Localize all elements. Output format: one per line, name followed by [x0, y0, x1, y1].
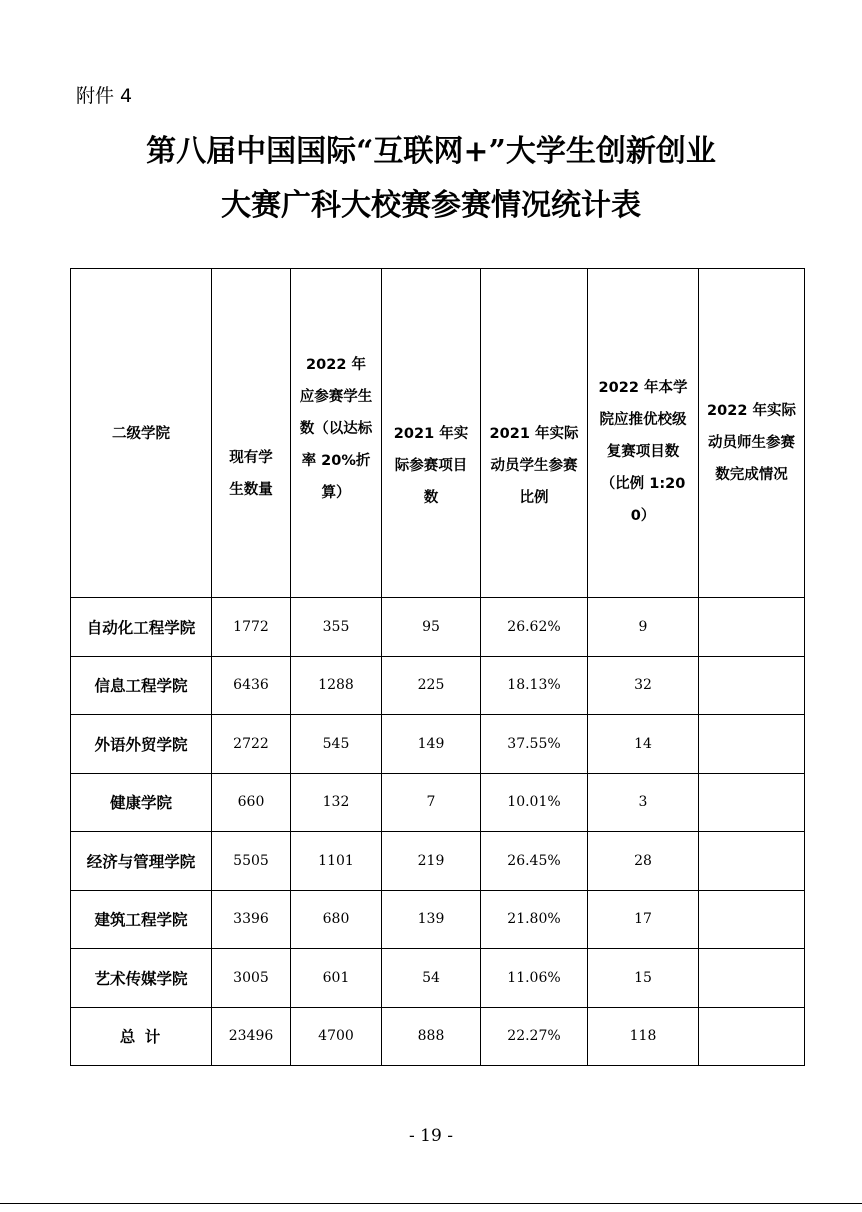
- target-2022-cell: 132: [291, 773, 382, 832]
- document-title-line-1: 第八届中国国际“互联网+”大学生创新创业: [146, 134, 716, 169]
- completion-2022-cell: [699, 949, 805, 1008]
- college-name: 健康学院: [71, 773, 212, 832]
- ratio-2021-cell: 18.13%: [481, 656, 588, 715]
- total-students-cell: 23496: [212, 1007, 291, 1065]
- header-target-2022: 2022 年应参赛学生数（以达标率 20%折算）: [291, 269, 382, 598]
- total-target-2022-cell: 4700: [291, 1007, 382, 1065]
- college-name: 外语外贸学院: [71, 715, 212, 774]
- table-row: [71, 949, 805, 1008]
- college-name: 建筑工程学院: [71, 890, 212, 949]
- bottom-divider: [0, 1203, 862, 1204]
- target-2022-cell: 601: [291, 949, 382, 1008]
- table-total-row: [71, 1007, 805, 1065]
- projects-2021-cell: 219: [382, 832, 481, 891]
- table-row: [71, 890, 805, 949]
- recommend-2022-cell: 28: [588, 832, 699, 891]
- total-projects-2021-cell: 888: [382, 1007, 481, 1065]
- college-name: 艺术传媒学院: [71, 949, 212, 1008]
- ratio-2021-cell: 26.45%: [481, 832, 588, 891]
- table-row: [71, 656, 805, 715]
- target-2022-cell: 1288: [291, 656, 382, 715]
- target-2022-cell: 680: [291, 890, 382, 949]
- students-cell: 5505: [212, 832, 291, 891]
- page-number: - 19 -: [409, 1126, 453, 1146]
- projects-2021-cell: 139: [382, 890, 481, 949]
- students-cell: 6436: [212, 656, 291, 715]
- header-college: 二级学院: [71, 269, 212, 598]
- projects-2021-cell: 7: [382, 773, 481, 832]
- recommend-2022-cell: 17: [588, 890, 699, 949]
- students-cell: 1772: [212, 598, 291, 657]
- projects-2021-cell: 95: [382, 598, 481, 657]
- completion-2022-cell: [699, 598, 805, 657]
- header-ratio-2021: 2021 年实际动员学生参赛比例: [481, 269, 588, 598]
- table-row: [71, 773, 805, 832]
- table-row: [71, 832, 805, 891]
- header-students: 现有学生数量: [212, 269, 291, 598]
- completion-2022-cell: [699, 715, 805, 774]
- table-row: [71, 598, 805, 657]
- total-ratio-2021-cell: 22.27%: [481, 1007, 588, 1065]
- attachment-label: 附件 4: [76, 85, 133, 107]
- students-cell: 660: [212, 773, 291, 832]
- recommend-2022-cell: 15: [588, 949, 699, 1008]
- projects-2021-cell: 225: [382, 656, 481, 715]
- recommend-2022-cell: 3: [588, 773, 699, 832]
- projects-2021-cell: 54: [382, 949, 481, 1008]
- ratio-2021-cell: 26.62%: [481, 598, 588, 657]
- header-completion-2022: 2022 年实际动员师生参赛数完成情况: [699, 269, 805, 598]
- completion-2022-cell: [699, 832, 805, 891]
- recommend-2022-cell: 9: [588, 598, 699, 657]
- table-header-row: [71, 269, 805, 598]
- ratio-2021-cell: 10.01%: [481, 773, 588, 832]
- header-recommend-2022: 2022 年本学院应推优校级复赛项目数（比例 1:200）: [588, 269, 699, 598]
- header-projects-2021: 2021 年实际参赛项目数: [382, 269, 481, 598]
- recommend-2022-cell: 32: [588, 656, 699, 715]
- college-name: 自动化工程学院: [71, 598, 212, 657]
- recommend-2022-cell: 14: [588, 715, 699, 774]
- students-cell: 2722: [212, 715, 291, 774]
- projects-2021-cell: 149: [382, 715, 481, 774]
- total-recommend-2022-cell: 118: [588, 1007, 699, 1065]
- table-row: [71, 715, 805, 774]
- college-name: 信息工程学院: [71, 656, 212, 715]
- total-label: 总 计: [71, 1007, 212, 1065]
- document-title-line-2: 大赛广科大校赛参赛情况统计表: [221, 188, 641, 223]
- statistics-table: [70, 268, 805, 1066]
- college-name: 经济与管理学院: [71, 832, 212, 891]
- completion-2022-cell: [699, 890, 805, 949]
- ratio-2021-cell: 21.80%: [481, 890, 588, 949]
- target-2022-cell: 545: [291, 715, 382, 774]
- total-completion-2022-cell: [699, 1007, 805, 1065]
- target-2022-cell: 1101: [291, 832, 382, 891]
- students-cell: 3396: [212, 890, 291, 949]
- completion-2022-cell: [699, 773, 805, 832]
- target-2022-cell: 355: [291, 598, 382, 657]
- students-cell: 3005: [212, 949, 291, 1008]
- completion-2022-cell: [699, 656, 805, 715]
- ratio-2021-cell: 11.06%: [481, 949, 588, 1008]
- ratio-2021-cell: 37.55%: [481, 715, 588, 774]
